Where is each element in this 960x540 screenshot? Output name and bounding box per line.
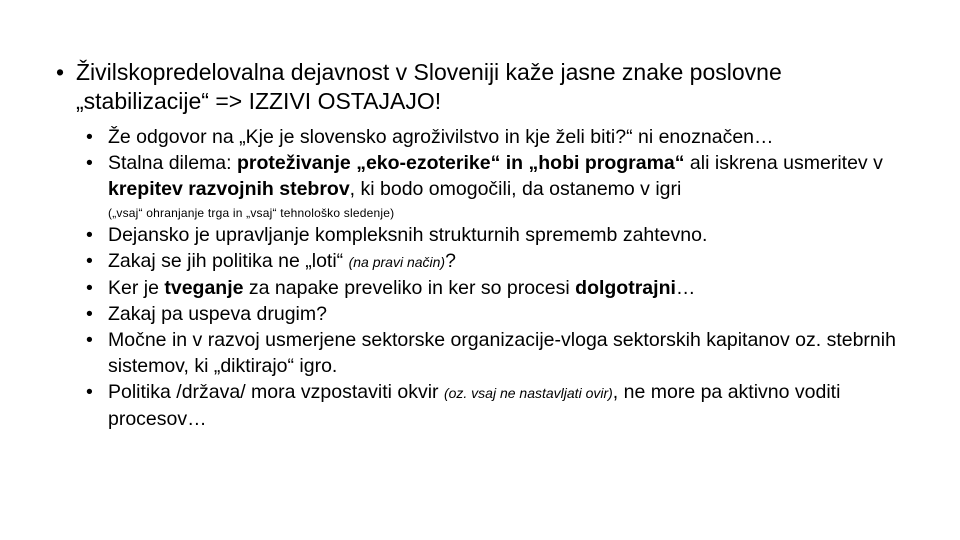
bullet-icon: • [86,329,93,351]
bullet-icon: • [56,59,65,85]
main-bullet-line-1: Živilskopredelovalna dejavnost v Sloveniji kaže jasne znake poslovne [76,59,782,85]
sub-item-6 [86,301,916,327]
sub-item-2-bold-1: proteživanje „eko-ezoterike“ in „hobi programa“ [237,152,685,174]
sub-item-7 [86,327,916,379]
sub-item-8 [86,379,916,432]
sub-item-2-text-2: ali iskrena usmeritev v [684,152,883,174]
sub-item-3-text: Dejansko je upravljanje kompleksnih strukturnih sprememb zahtevno. [108,224,708,246]
sub-item-2-text-3: , ki bodo omogočili, da ostanemo v igri [349,178,682,200]
sub-item-7-text: Močne in v razvoj usmerjene sektorske organizacije-vloga sektorskih kapitanov oz. stebrnih sistemov, ki „diktirajo“ igro. [108,329,896,377]
sub-bullet-list [86,124,916,432]
bullet-icon: • [86,152,93,174]
sub-item-2-bold-2: krepitev razvojnih stebrov [108,178,350,200]
main-bullet-line-2: „stabilizacije“ => IZZIVI OSTAJAJO! [76,88,442,114]
sub-item-8-text-1: Politika /država/ mora vzpostaviti okvir [108,381,444,403]
bullet-icon: • [86,303,93,325]
sub-item-1 [86,124,916,150]
sub-item-5 [86,275,916,301]
sub-item-2 [86,150,916,202]
bullet-icon: • [86,250,93,272]
sub-item-5-text-2: za napake preveliko in ker so procesi [243,277,576,299]
sub-item-4 [86,248,916,275]
bullet-icon: • [86,277,93,299]
sub-item-5-bold-2: dolgotrajni [575,277,676,299]
sub-item-4-text-1: Zakaj se jih politika ne „loti“ [108,250,349,272]
bullet-icon: • [86,224,93,246]
sub-item-5-text-1: Ker je [108,277,165,299]
bullet-icon: • [86,126,93,148]
sub-item-8-text-2: , ne more pa aktivno voditi procesov… [108,381,841,430]
main-bullet [56,58,926,116]
sub-item-5-bold-1: tveganje [164,277,244,299]
sub-item-2-note: („vsaj“ ohranjanje trga in „vsaj“ tehnološko sledenje) [108,206,395,220]
sub-item-5-text-3: … [675,277,696,299]
sub-item-1-text: Že odgovor na „Kje je slovensko agroživilstvo in kje želi biti?“ ni enoznačen… [108,126,774,148]
sub-item-4-italic: (na pravi način) [348,254,446,270]
sub-item-6-text: Zakaj pa uspeva drugim? [108,303,327,325]
sub-item-8-italic: (oz. vsaj ne nastavljati ovir) [443,385,613,401]
sub-item-2-text-1: Stalna dilema: [108,152,237,174]
bullet-icon: • [86,381,93,403]
sub-item-3 [86,222,916,248]
sub-item-4-text-2: ? [445,250,456,272]
